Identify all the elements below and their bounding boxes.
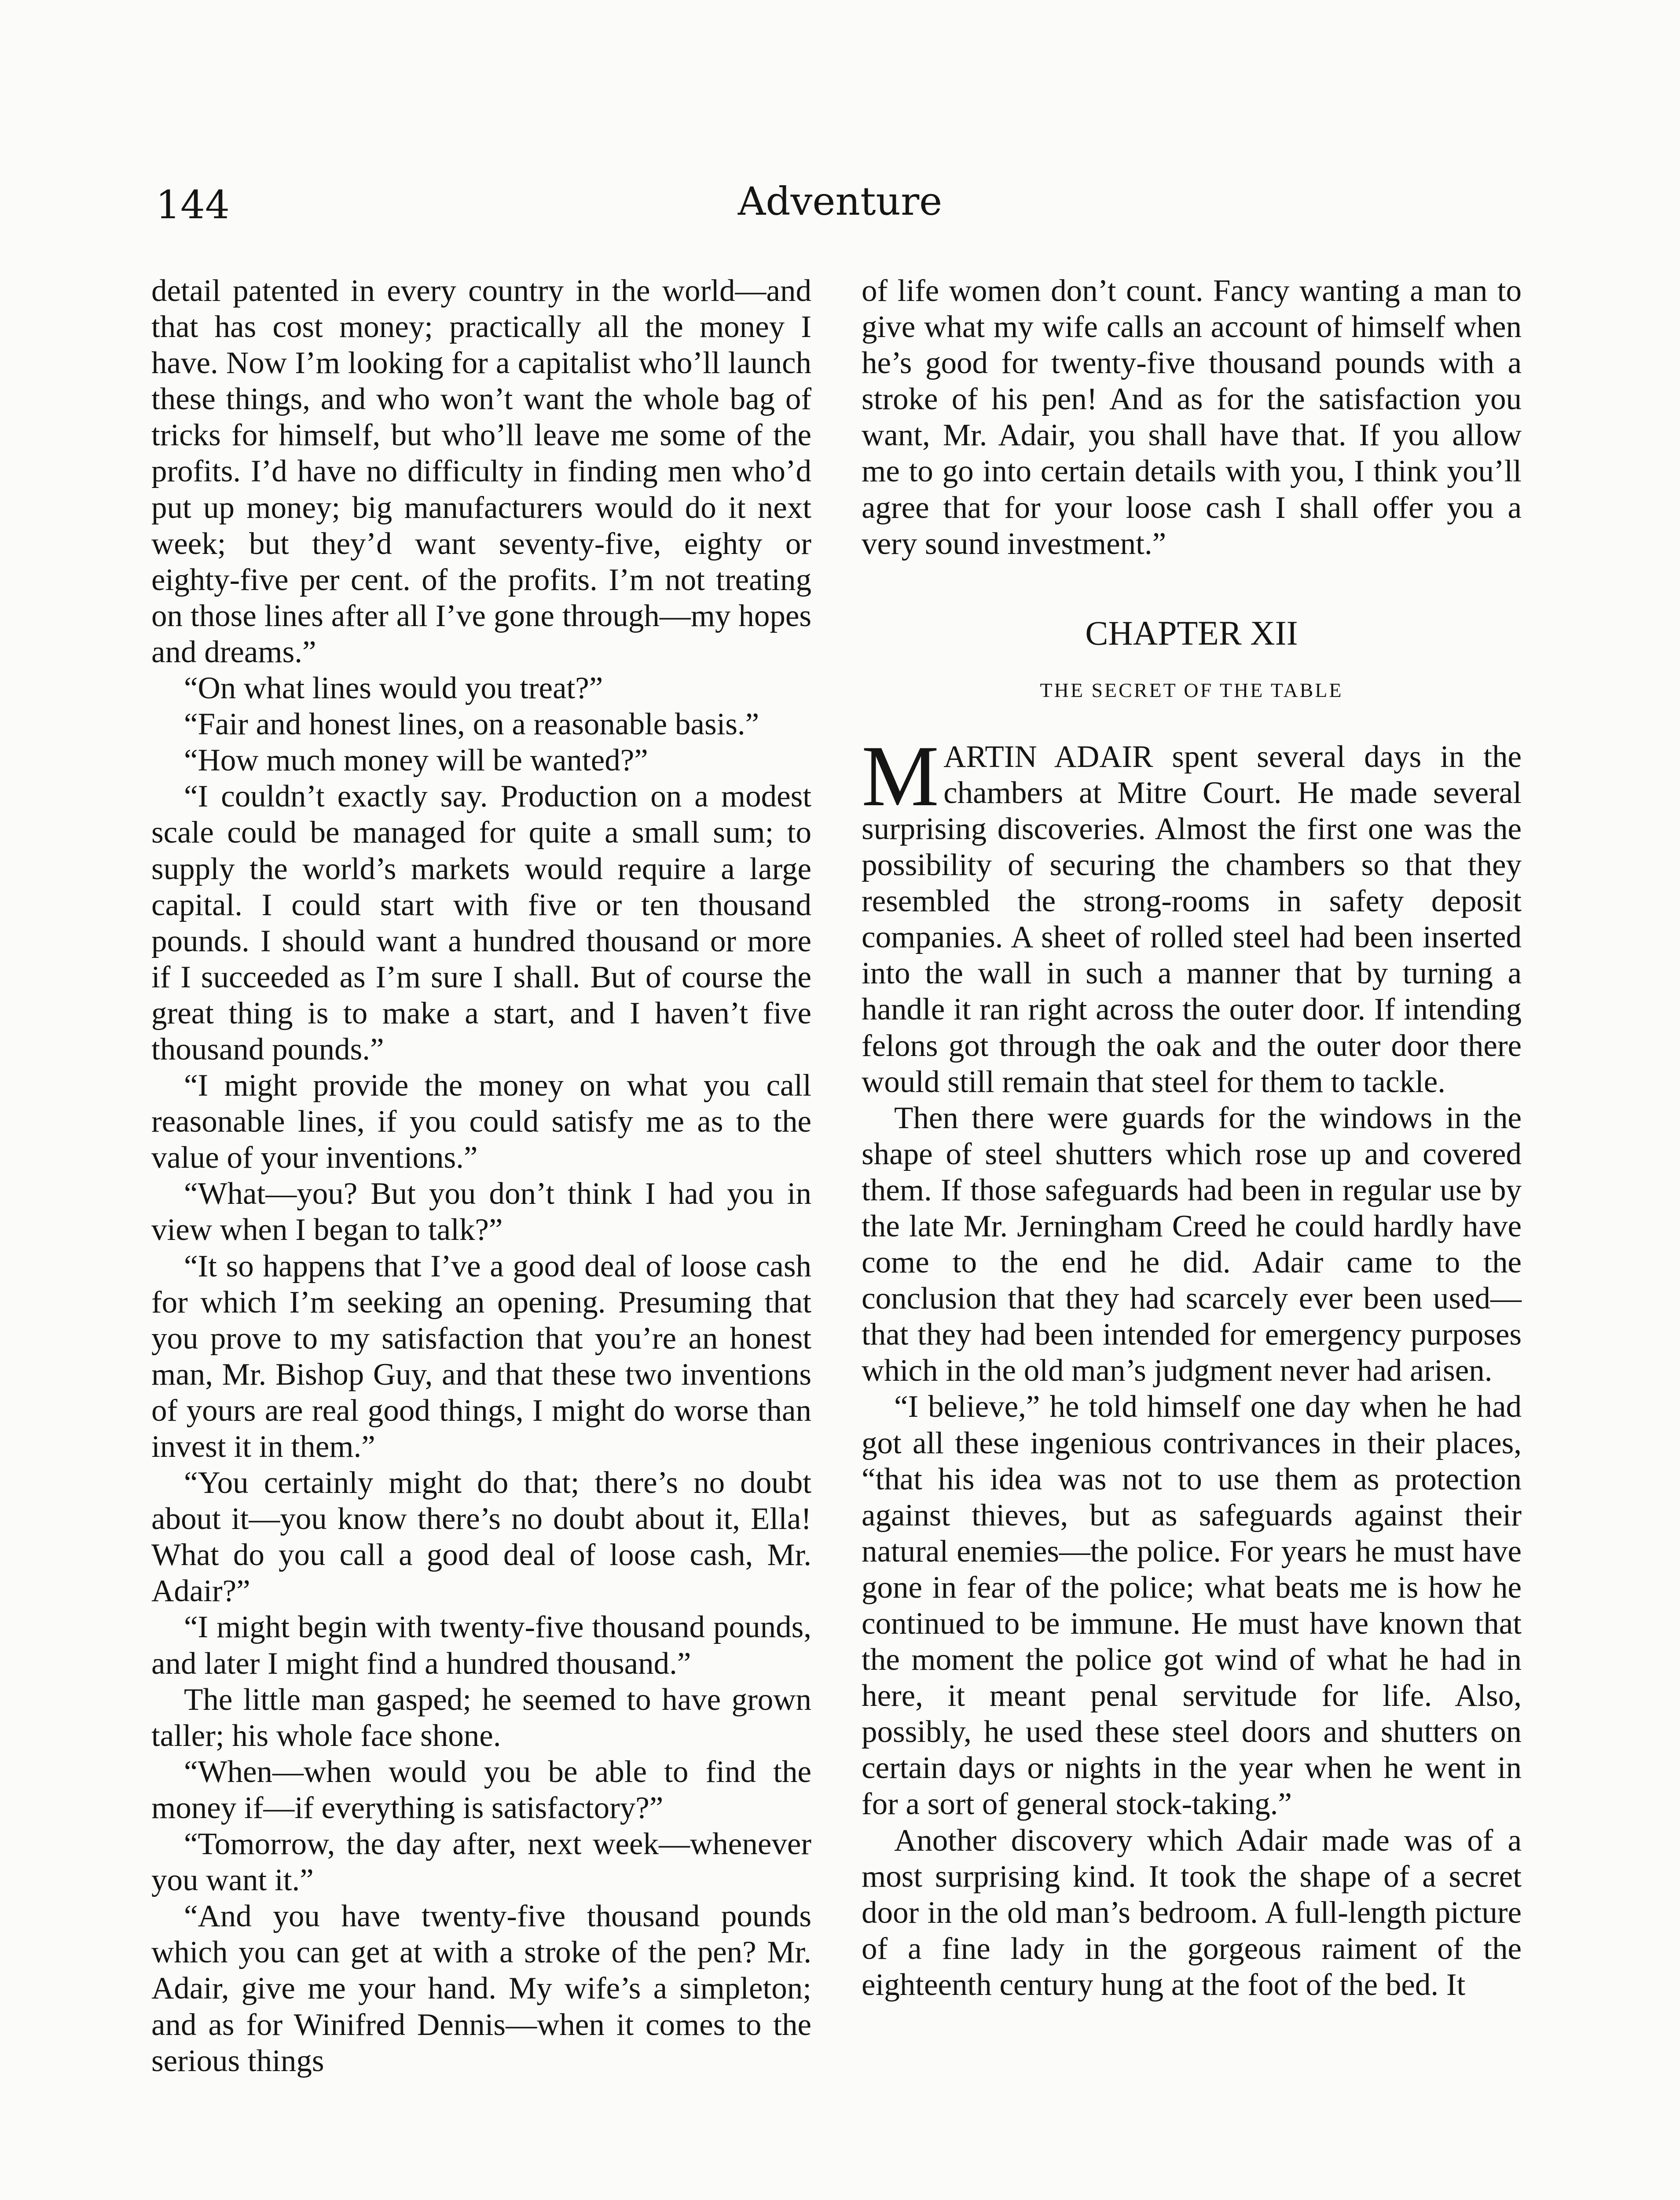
paragraph: Another discovery which Adair made was of a most surprising kind. It took the shape of a secret door in the old man’s bedroom. A full-length picture of a fine lady in the gorgeous raiment of the eighteenth century hung at the foot of the bed. It	[862, 1823, 1522, 2002]
paragraph: “It so happens that I’ve a good deal of loose cash for which I’m seeking an opening. Presuming that you prove to my satisfaction that you’re an honest man, Mr. Bishop Guy, and that these two inventions of yours are real good things, I might do worse than invest it in them.”	[151, 1249, 811, 1464]
paragraph: “Tomorrow, the day after, next week—whenever you want it.”	[151, 1827, 811, 1898]
paragraph: The little man gasped; he seemed to have grown taller; his whole face shone.	[151, 1682, 811, 1753]
opening-text: spent several days in the chambers at Mitre Court. He made several surprising discoveries. Almost the first one was the possibility of securing the chambers so that they resembled the strong-rooms in safety deposit companies. A sheet of rolled steel had been inserted into the wall in such a manner that by turning a handle it ran right across the outer door. If intending felons got through the oak and the outer door there would still remain that steel for them to tackle.	[862, 739, 1522, 1099]
paragraph: “And you have twenty-five thousand pounds which you can get at with a stroke of the pen? Mr. Adair, give me your hand. My wife’s a simpleton; and as for Winifred Dennis—when it comes to the serious things	[151, 1899, 811, 2078]
paragraph: of life women don’t count. Fancy wanting a man to give what my wife calls an account of himself when he’s good for twenty-five thousand pounds with a stroke of his pen! And as for the satisfaction you want, Mr. Adair, you shall have that. If you allow me to go into certain details with you, I think you’ll agree that for your loose cash I shall offer you a very sound investment.”	[862, 274, 1522, 561]
paragraph: “I believe,” he told himself one day when he had got all these ingenious contrivances in their places, “that his idea was not to use them as protection against thieves, but as safeguards against their natural enemies—the police. For years he must have gone in fear of the police; what beats me is how he continued to be immune. He must have known that the moment the police got wind of what he had in here, it meant penal servitude for life. Also, possibly, he used these steel doors and shutters on certain days or nights in the year when he went in for a sort of general stock-taking.”	[862, 1390, 1522, 1822]
paragraph: detail patented in every country in the world—and that has cost money; practically all the money I have. Now I’m looking for a capitalist who’ll launch these things, and who won’t want the whole bag of tricks for himself, but who’ll leave me some of the profits. I’d have no difficulty in finding men who’d put up money; big manufacturers would do it next week; but they’d want seventy-five, eighty or eighty-five per cent. of the profits. I’m not treating on those lines after all I’ve gone through—my hopes and dreams.”	[151, 274, 811, 669]
paragraph: “I might begin with twenty-five thousand pounds, and later I might find a hundred thousand.”	[151, 1610, 811, 1681]
paragraph: “I might provide the money on what you call reasonable lines, if you could satisfy me as to the value of your inventions.”	[151, 1068, 811, 1175]
chapter-opening-paragraph	[862, 727, 1522, 1100]
right-text-column	[862, 273, 1522, 2003]
paragraph: “You certainly might do that; there’s no doubt about it—you know there’s no doubt about it, Ella! What do you call a good deal of loose cash, Mr. Adair?”	[151, 1466, 811, 1609]
paragraph: “When—when would you be able to find the money if—if everything is satisfactory?”	[151, 1754, 811, 1825]
paragraph: “What—you? But you don’t think I had you in view when I began to talk?”	[151, 1177, 811, 1247]
page-number: 144	[156, 182, 230, 227]
paragraph: “How much money will be wanted?”	[184, 743, 648, 778]
paragraph: “I couldn’t exactly say. Production on a modest scale could be managed for quite a small sum; to supply the world’s markets would require a large capital. I could start with five or ten thousand pounds. I should want a hundred thousand or more if I succeeded as I’m sure I shall. But of course the great thing is to make a start, and I haven’t five thousand pounds.”	[151, 779, 811, 1067]
drop-cap: M	[862, 727, 939, 824]
paragraph: “On what lines would you treat?”	[184, 671, 603, 706]
opening-name: ARTIN ADAIR	[943, 739, 1153, 774]
running-title: Adventure	[737, 179, 943, 224]
paragraph: Then there were guards for the windows in the shape of steel shutters which rose up and covered them. If those safeguards had been in regular use by the late Mr. Jerningham Creed he could hardly have come to the end he did. Adair came to the conclusion that they had scarcely ever been used—that they had been intended for emergency purposes which in the old man’s judgment never had arisen.	[862, 1100, 1522, 1388]
paragraph: “Fair and honest lines, on a reasonable basis.”	[184, 707, 759, 742]
left-text-column	[151, 273, 811, 2079]
chapter-title: CHAPTER XII	[1085, 613, 1298, 652]
section-title: THE SECRET OF THE TABLE	[1040, 678, 1343, 701]
